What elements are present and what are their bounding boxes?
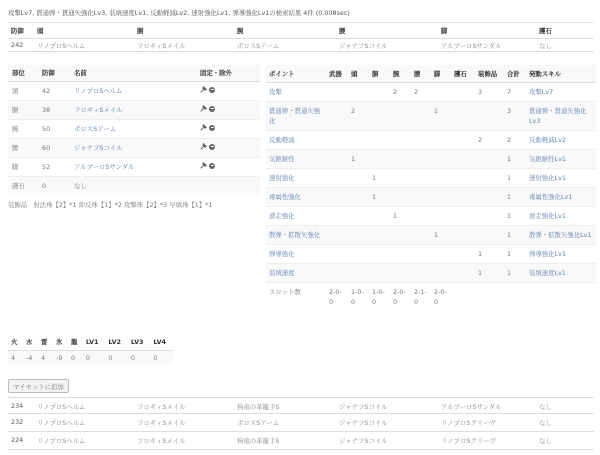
skill-point-value: 1 [475, 244, 504, 263]
result-body: フロギィSメイル [134, 431, 234, 449]
skill-point-value [369, 101, 390, 130]
decorations-label: 装飾品 [8, 201, 28, 209]
add-to-myset-button[interactable]: マイセットに追加 [8, 379, 69, 393]
equip-header-defense: 防御 [38, 65, 70, 81]
decorations-list: 射法珠【2】*1 抑反珠【1】*2 攻撃珠【2】*3 早填珠【1】*1 [33, 201, 213, 209]
skill-point-link[interactable]: 攻撃 [269, 87, 282, 96]
equip-part: 頭 [8, 81, 38, 100]
skill-point-value [451, 187, 475, 206]
result-defense: 234 [8, 400, 34, 413]
resist-fire: 4 [8, 350, 23, 365]
minus-circle-icon[interactable] [209, 87, 215, 93]
equip-row-arm [8, 119, 260, 138]
skill-point-value [431, 130, 451, 149]
minus-circle-icon[interactable] [209, 163, 215, 169]
skill-header-total: 合計 [504, 65, 526, 82]
skill-point-value [431, 187, 451, 206]
equip-name-link[interactable]: ボロスSアーム [74, 125, 117, 133]
skill-point-value: 1 [475, 263, 504, 282]
resist-lv4: 0 [150, 350, 173, 365]
minus-circle-icon[interactable] [209, 106, 215, 112]
skill-point-value [326, 244, 348, 263]
resist-header-lv1: LV1 [83, 334, 106, 350]
skill-point-link[interactable]: 装填速度 [269, 268, 295, 277]
result-head: リノプロSヘルム [34, 431, 134, 449]
result-head: リノプロSヘルム [34, 39, 134, 52]
result-arm: 狗竜の革籠手S [234, 431, 336, 449]
resist-ice: -9 [53, 350, 68, 365]
resist-lv2: 0 [105, 350, 128, 365]
skill-point-value [369, 82, 390, 101]
active-skill-link[interactable]: 攻撃Lv7 [529, 87, 554, 96]
header-waist: 腰 [336, 23, 438, 39]
skill-point-value [411, 206, 431, 225]
result-waist: ジャナフSコイル [336, 431, 438, 449]
equip-defense: 42 [38, 81, 70, 100]
skill-point-value [348, 168, 369, 187]
result-row[interactable] [8, 400, 594, 413]
equip-name-link[interactable]: ジャナフSコイル [74, 144, 123, 152]
equip-name: なし [70, 176, 196, 195]
skill-point-value [411, 130, 431, 149]
header-defense: 防御 [8, 23, 34, 39]
skill-header-arm: 腕 [390, 65, 411, 82]
skill-total: 1 [504, 225, 526, 244]
skill-point-value [475, 149, 504, 168]
skill-total: 1 [504, 206, 526, 225]
skill-point-value [451, 225, 475, 244]
skill-row [266, 206, 596, 225]
skill-point-value [348, 225, 369, 244]
skill-point-value: 2 [411, 82, 431, 101]
resist-thunder: 4 [38, 350, 53, 365]
active-skill-link[interactable]: 気絶耐性Lv1 [529, 154, 566, 163]
equip-name-link[interactable]: フロギィSメイル [74, 106, 123, 114]
skill-total: 1 [504, 168, 526, 187]
skill-point-value: 2 [390, 82, 411, 101]
skill-point-value [326, 225, 348, 244]
pin-icon[interactable] [200, 162, 207, 169]
equip-part: 腰 [8, 138, 38, 157]
resist-header-fire: 火 [8, 334, 23, 350]
skill-point-value [390, 149, 411, 168]
equip-defense: 0 [38, 176, 70, 195]
header-leg: 脚 [438, 23, 536, 39]
result-waist: ジャナフSコイル [336, 39, 438, 52]
result-header-row [8, 23, 594, 39]
equip-defense: 60 [38, 138, 70, 157]
skill-point-value [475, 101, 504, 130]
result-charm: なし [536, 431, 594, 449]
skill-point-value [369, 225, 390, 244]
equip-name-link[interactable]: リノプロSヘルム [74, 87, 123, 95]
skill-point-value: 1 [348, 149, 369, 168]
skill-point-value [326, 130, 348, 149]
equip-name-link[interactable]: アルブーロSサンダル [74, 163, 135, 171]
result-charm: なし [536, 39, 594, 52]
skill-point-value [348, 263, 369, 282]
skill-header-head: 頭 [348, 65, 369, 82]
skill-point-link[interactable]: 弾導強化 [269, 249, 295, 258]
equip-defense: 38 [38, 100, 70, 119]
result-body: フロギィSメイル [134, 39, 234, 52]
skill-row [266, 244, 596, 263]
result-waist: ジャナフSコイル [336, 413, 438, 431]
skill-point-value [411, 168, 431, 187]
equip-part: 護石 [8, 176, 38, 195]
divider [8, 397, 594, 398]
pin-icon[interactable] [200, 86, 207, 93]
skill-point-value [369, 244, 390, 263]
skill-point-value: 3 [475, 82, 504, 101]
result-head: リノプロSヘルム [34, 413, 134, 431]
skill-point-value [411, 149, 431, 168]
result-leg: リノプロSグリーヴ [438, 431, 536, 449]
skill-point-value [326, 263, 348, 282]
skill-row [266, 101, 596, 130]
skill-point-link[interactable]: 散弾・拡散矢強化 [269, 230, 321, 239]
skill-header-charm: 護石 [451, 65, 475, 82]
skill-point-value [431, 149, 451, 168]
resist-dragon: 0 [68, 350, 83, 365]
equip-row-charm [8, 176, 260, 195]
equip-defense: 50 [38, 119, 70, 138]
header-head: 頭 [34, 23, 134, 39]
active-skill-link[interactable]: 滑走強化Lv1 [529, 211, 566, 220]
active-skill-link[interactable]: 速射強化Lv1 [529, 173, 566, 182]
equip-header-part: 部位 [8, 65, 38, 81]
skill-row [266, 187, 596, 206]
skill-point-value [369, 130, 390, 149]
skill-point-value [411, 225, 431, 244]
skill-row [266, 130, 596, 149]
resist-values-row [8, 350, 173, 365]
skill-point-value [326, 206, 348, 225]
skill-point-value [451, 244, 475, 263]
skill-point-value [431, 168, 451, 187]
resist-lv3: 0 [128, 350, 151, 365]
active-skill-link[interactable]: 毒属性強化Lv1 [529, 192, 573, 201]
result-defense: 242 [8, 39, 34, 52]
skill-row [266, 263, 596, 282]
result-table-top [8, 22, 594, 52]
equip-part: 腕 [8, 119, 38, 138]
skill-row [266, 225, 596, 244]
equip-row-body [8, 100, 260, 119]
skill-point-value [451, 130, 475, 149]
pin-icon[interactable] [200, 124, 207, 131]
result-arm: 狗竜の革籠手S [234, 400, 336, 413]
resist-header-water: 水 [23, 334, 38, 350]
skill-total: 1 [504, 149, 526, 168]
result-row[interactable] [8, 431, 594, 449]
active-skill-link[interactable]: 反動軽減Lv2 [529, 135, 566, 144]
skill-total: 7 [504, 82, 526, 101]
skill-point-value [411, 263, 431, 282]
skill-point-value [451, 101, 475, 130]
equipment-table [8, 65, 260, 195]
equip-row-waist [8, 138, 260, 157]
skill-point-value [411, 187, 431, 206]
skill-point-value: 1 [369, 168, 390, 187]
skill-point-value [390, 101, 411, 130]
resist-lv1: 0 [83, 350, 106, 365]
skill-header-weapon: 武器 [326, 65, 348, 82]
equip-row-leg [8, 157, 260, 176]
skill-point-value [451, 149, 475, 168]
result-body: フロギィSメイル [134, 413, 234, 431]
skill-header-active: 発動スキル [526, 65, 596, 82]
slot-value: 1-0-0 [369, 282, 390, 311]
active-skill-link[interactable]: 散弾・拡散矢強化Lv1 [529, 230, 592, 239]
equip-part: 胴 [8, 100, 38, 119]
resist-header-lv2: LV2 [105, 334, 128, 350]
active-skill-link[interactable]: 貫通弾・貫通矢強化Lv3 [529, 106, 587, 125]
minus-circle-icon[interactable] [209, 125, 215, 131]
skill-point-value [411, 244, 431, 263]
skill-point-value [326, 149, 348, 168]
skill-header-point: ポイント [266, 65, 326, 82]
result-charm: なし [536, 400, 594, 413]
result-leg: アルブーロSサンダル [438, 39, 536, 52]
skill-total: 2 [504, 130, 526, 149]
skill-header-waist: 腰 [411, 65, 431, 82]
equip-header-name: 名前 [70, 65, 196, 81]
skill-point-value [451, 82, 475, 101]
result-defense: 224 [8, 431, 34, 449]
decorations-row [8, 200, 260, 209]
skill-point-value [326, 101, 348, 130]
skill-point-value [451, 168, 475, 187]
skill-point-value [390, 225, 411, 244]
active-skill-link[interactable]: 装填速度Lv1 [529, 268, 566, 277]
skill-point-value [348, 130, 369, 149]
skill-point-value [431, 206, 451, 225]
skill-total: 1 [504, 263, 526, 282]
slots-row [266, 282, 596, 311]
pin-icon[interactable] [200, 105, 207, 112]
skill-point-value [475, 187, 504, 206]
slot-value: 2-0-0 [390, 282, 411, 311]
skill-point-value [390, 244, 411, 263]
skill-point-value [390, 130, 411, 149]
skill-point-link[interactable]: 滑走強化 [269, 211, 295, 220]
skill-point-link[interactable]: 気絶耐性 [269, 154, 295, 163]
skill-point-value [431, 263, 451, 282]
result-leg: リノプロSグリーヴ [438, 413, 536, 431]
skill-point-value [475, 225, 504, 244]
skill-point-value: 2 [348, 101, 369, 130]
skill-point-value [431, 244, 451, 263]
skill-point-value [451, 263, 475, 282]
skill-point-value [326, 187, 348, 206]
skill-point-value: 1 [369, 187, 390, 206]
resist-header-lv3: LV3 [128, 334, 151, 350]
resistance-table [8, 334, 173, 365]
result-row[interactable] [8, 413, 594, 431]
resist-header-thunder: 雷 [38, 334, 53, 350]
slot-value: 2-1-0 [411, 282, 431, 311]
skill-point-link[interactable]: 速射強化 [269, 173, 295, 182]
skill-header-body: 胴 [369, 65, 390, 82]
result-table-others [8, 400, 594, 450]
skill-point-value [431, 82, 451, 101]
skill-point-value [390, 168, 411, 187]
minus-circle-icon[interactable] [209, 144, 215, 150]
skill-point-value [326, 168, 348, 187]
skill-row [266, 82, 596, 101]
result-arm: ボロスSアーム [234, 413, 336, 431]
skill-point-value [475, 168, 504, 187]
resist-header-ice: 氷 [53, 334, 68, 350]
skill-point-value [326, 82, 348, 101]
skill-point-value: 1 [431, 225, 451, 244]
slot-value: 2-0-0 [431, 282, 451, 311]
slot-value: 1-0-0 [348, 282, 369, 311]
skill-row [266, 149, 596, 168]
header-arm: 腕 [234, 23, 336, 39]
equip-defense: 52 [38, 157, 70, 176]
header-body: 胴 [134, 23, 234, 39]
skill-point-value: 1 [431, 101, 451, 130]
equip-header-fix-exclude: 固定・除外 [196, 65, 260, 81]
skill-total: 1 [504, 244, 526, 263]
skill-point-value [348, 206, 369, 225]
skill-total: 3 [504, 101, 526, 130]
skill-point-value [451, 206, 475, 225]
skill-header-leg: 脚 [431, 65, 451, 82]
slot-value: 2-0-0 [326, 282, 348, 311]
skill-point-value [348, 82, 369, 101]
resist-water: -4 [23, 350, 38, 365]
skill-point-value: 1 [390, 206, 411, 225]
slots-label: スロット数 [266, 282, 326, 311]
skill-table [266, 65, 596, 311]
result-leg: アルブーロSサンダル [438, 400, 536, 413]
skill-point-value [475, 206, 504, 225]
equip-row-head [8, 81, 260, 100]
result-head: リノプロSヘルム [34, 400, 134, 413]
skill-point-value [348, 244, 369, 263]
resist-header-lv4: LV4 [150, 334, 173, 350]
result-charm: なし [536, 413, 594, 431]
active-skill-link[interactable]: 弾導強化Lv1 [529, 249, 566, 258]
resist-header-dragon: 龍 [68, 334, 83, 350]
search-summary: 攻撃Lv7, 貫通弾・貫通矢強化Lv3, 装填速度Lv1, 反動軽減Lv2, 速射強化Lv1, 弾導強化Lv1の検索結果 4件 (0.008sec) [8, 9, 350, 17]
skill-point-value [348, 187, 369, 206]
result-row[interactable] [8, 39, 594, 52]
skill-point-link[interactable]: 毒属性強化 [269, 192, 301, 201]
skill-header-deco: 装飾品 [475, 65, 504, 82]
result-body: フロギィSメイル [134, 400, 234, 413]
pin-icon[interactable] [200, 143, 207, 150]
skill-point-value [411, 101, 431, 130]
equip-part: 脚 [8, 157, 38, 176]
skill-total: 1 [504, 187, 526, 206]
header-charm: 護石 [536, 23, 594, 39]
skill-point-value [390, 263, 411, 282]
skill-point-value [369, 206, 390, 225]
skill-point-link[interactable]: 貫通弾・貫通矢強化 [269, 106, 321, 125]
skill-point-value [369, 149, 390, 168]
skill-point-value [369, 263, 390, 282]
skill-row [266, 168, 596, 187]
skill-point-link[interactable]: 反動軽減 [269, 135, 295, 144]
skill-point-value: 2 [475, 130, 504, 149]
skill-point-value [390, 187, 411, 206]
result-arm: ボロスSアーム [234, 39, 336, 52]
result-defense: 232 [8, 413, 34, 431]
result-waist: ジャナフSコイル [336, 400, 438, 413]
